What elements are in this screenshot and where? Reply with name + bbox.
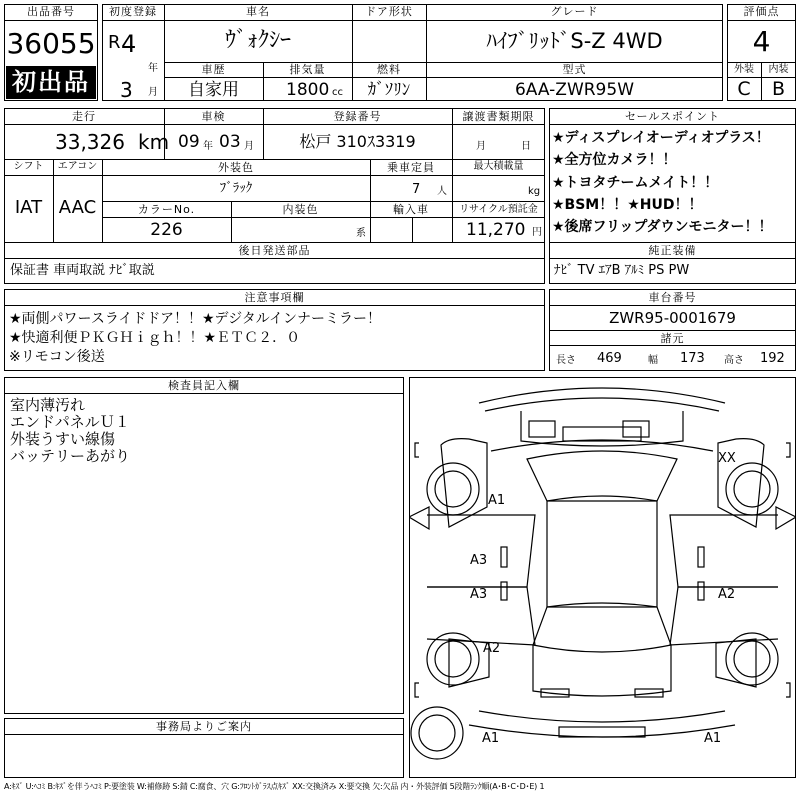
car-diagram <box>409 377 796 778</box>
transfer-month-unit: 月 <box>476 141 486 152</box>
chassis-label: 車台番号 <box>648 291 697 304</box>
caution-line: ※リモコン後送 <box>9 349 105 365</box>
inspection-month-unit: 月 <box>244 141 254 152</box>
transfer-day-unit: 日 <box>521 141 531 152</box>
exterior-grade: C <box>737 78 751 100</box>
era: R <box>108 32 121 53</box>
door-label: ドア形状 <box>365 5 413 18</box>
reg-number-label: 登録番号 <box>333 110 382 123</box>
mileage: 33,326 <box>55 130 125 154</box>
shift-label: シフト <box>13 161 44 172</box>
first-reg-month-unit: 月 <box>148 87 158 98</box>
max-load-unit: kg <box>528 186 541 197</box>
chassis-number: ZWR95-0001679 <box>609 309 736 327</box>
damage-mark: A1 <box>704 731 722 746</box>
inspector-label: 検査員記入欄 <box>168 379 240 392</box>
history: 自家用 <box>188 80 239 100</box>
inspector-note: バッテリーあがり <box>10 447 131 465</box>
equipment-label: 純正装備 <box>648 244 697 257</box>
model-label: 型式 <box>562 63 587 76</box>
int-color-label: 内装色 <box>282 203 319 216</box>
displacement-unit: cc <box>332 87 343 98</box>
ext-color-label: 外装色 <box>218 161 254 174</box>
inspection-year-unit: 年 <box>203 141 213 152</box>
inspection-month: 03 <box>219 132 241 152</box>
height-label: 高さ <box>724 355 744 366</box>
sales-points-label: セールスポイント <box>624 110 720 123</box>
inspector-note: エンドパネルＵ１ <box>10 413 130 431</box>
later-parts-label: 後日発送部品 <box>238 244 311 257</box>
sales-point: ★ディスプレイオーディオプラス！ <box>552 130 770 146</box>
damage-mark: A1 <box>482 731 500 746</box>
displacement-label: 排気量 <box>289 63 326 76</box>
capacity: 7 <box>412 182 421 197</box>
damage-mark: A2 <box>718 587 736 602</box>
grade: ﾊｲﾌﾞﾘｯﾄﾞS-Z 4WD <box>486 29 663 53</box>
damage-mark: A3 <box>470 553 488 568</box>
color-no: 226 <box>150 220 183 240</box>
sales-point: ★後席フリップダウンモニター！！ <box>552 219 773 235</box>
history-label: 車歴 <box>201 63 226 76</box>
displacement: 1800 <box>286 80 330 100</box>
recycle-unit: 円 <box>532 227 542 238</box>
score-label: 評価点 <box>743 5 780 18</box>
inspection-label: 車検 <box>201 110 226 123</box>
caution-label: 注意事項欄 <box>244 291 305 304</box>
fuel: ｶﾞｿﾘﾝ <box>367 80 411 100</box>
transfer-doc-label: 譲渡書類期限 <box>462 110 535 123</box>
import-label: 輸入車 <box>393 203 429 216</box>
lot-number-label: 出品番号 <box>27 5 75 18</box>
legend: A:ｷｽﾞ U:ﾍｺﾐ B:ｷｽﾞを伴うﾍｺﾐ P:要塗装 W:補修跡 S:錆 C:腐食、穴 G:ﾌﾛﾝﾄｶﾞﾗｽ点ｷｽﾞ XX:交換済み X:要交換 欠:欠品 内・外装評価 5段階ﾗﾝｸ順(A･B･C･D･E) 1 <box>4 782 545 791</box>
recycle-label: リサイクル預託金 <box>459 204 538 215</box>
inspection-year: 09 <box>178 132 200 152</box>
damage-mark: A2 <box>483 641 501 656</box>
specs-label: 諸元 <box>660 332 685 345</box>
shift: IAT <box>14 197 43 218</box>
capacity-unit: 人 <box>437 186 447 197</box>
damage-mark: A1 <box>488 493 506 508</box>
ext-color: ﾌﾞﾗｯｸ <box>219 181 253 196</box>
office-notice-label: 事務局よりご案内 <box>156 720 252 733</box>
mileage-label: 走行 <box>72 110 96 123</box>
int-color-unit: 系 <box>356 228 366 239</box>
ac-label: エアコン <box>57 161 98 172</box>
equipment: ﾅﾋﾞ TV ｴｱB ｱﾙﾐ PS PW <box>554 263 690 278</box>
caution-line: ★両側パワースライドドア！！★デジタルインナーミラー！ <box>9 311 382 327</box>
width-label: 幅 <box>648 355 658 366</box>
length-label: 長さ <box>556 355 576 366</box>
lot-number: 36055 <box>6 27 96 60</box>
grade-label: グレード <box>550 5 599 18</box>
color-no-label: カラーNo. <box>137 203 196 216</box>
first-listing-text: 初出品 <box>12 68 90 96</box>
interior-grade: B <box>771 78 786 100</box>
caution-line: ★快適利便ＰＫＧＨｉｇｈ！！★ＥＴＣ２．０ <box>9 330 301 346</box>
ac: AAC <box>58 197 97 218</box>
damage-mark: XX <box>718 451 736 466</box>
car-name-label: 車名 <box>246 5 270 18</box>
interior-label: 内装 <box>768 64 789 75</box>
max-load-label: 最大積載量 <box>473 161 524 172</box>
length: 469 <box>597 351 622 366</box>
score: 4 <box>752 25 771 58</box>
first-reg-label: 初度登録 <box>109 5 157 18</box>
sales-point: ★トヨタチームメイト！！ <box>552 175 719 191</box>
fuel-label: 燃料 <box>377 63 401 76</box>
sales-point: ★BSM！！★HUD！！ <box>552 197 703 213</box>
first-reg-month: 3 <box>120 78 133 102</box>
inspector-note: 室内薄汚れ <box>10 396 86 414</box>
height: 192 <box>760 351 785 366</box>
capacity-label: 乗車定員 <box>387 161 435 174</box>
recycle-fee: 11,270 <box>466 220 526 240</box>
first-reg-year-unit: 年 <box>148 63 158 74</box>
mileage-unit: km <box>138 130 170 154</box>
first-reg-year: 4 <box>121 30 137 58</box>
inspector-note: 外装うすい線傷 <box>10 430 116 448</box>
later-parts: 保証書 車両取説 ﾅﾋﾞ取説 <box>10 263 155 278</box>
car-name: ｳﾞｫｸｼｰ <box>224 28 291 53</box>
reg-number: 松戸 310ｽ3319 <box>299 132 416 151</box>
damage-mark: A3 <box>470 587 488 602</box>
model: 6AA-ZWR95W <box>514 80 635 100</box>
width: 173 <box>680 351 705 366</box>
sales-point: ★全方位カメラ！！ <box>552 152 677 168</box>
exterior-label: 外装 <box>734 64 754 75</box>
